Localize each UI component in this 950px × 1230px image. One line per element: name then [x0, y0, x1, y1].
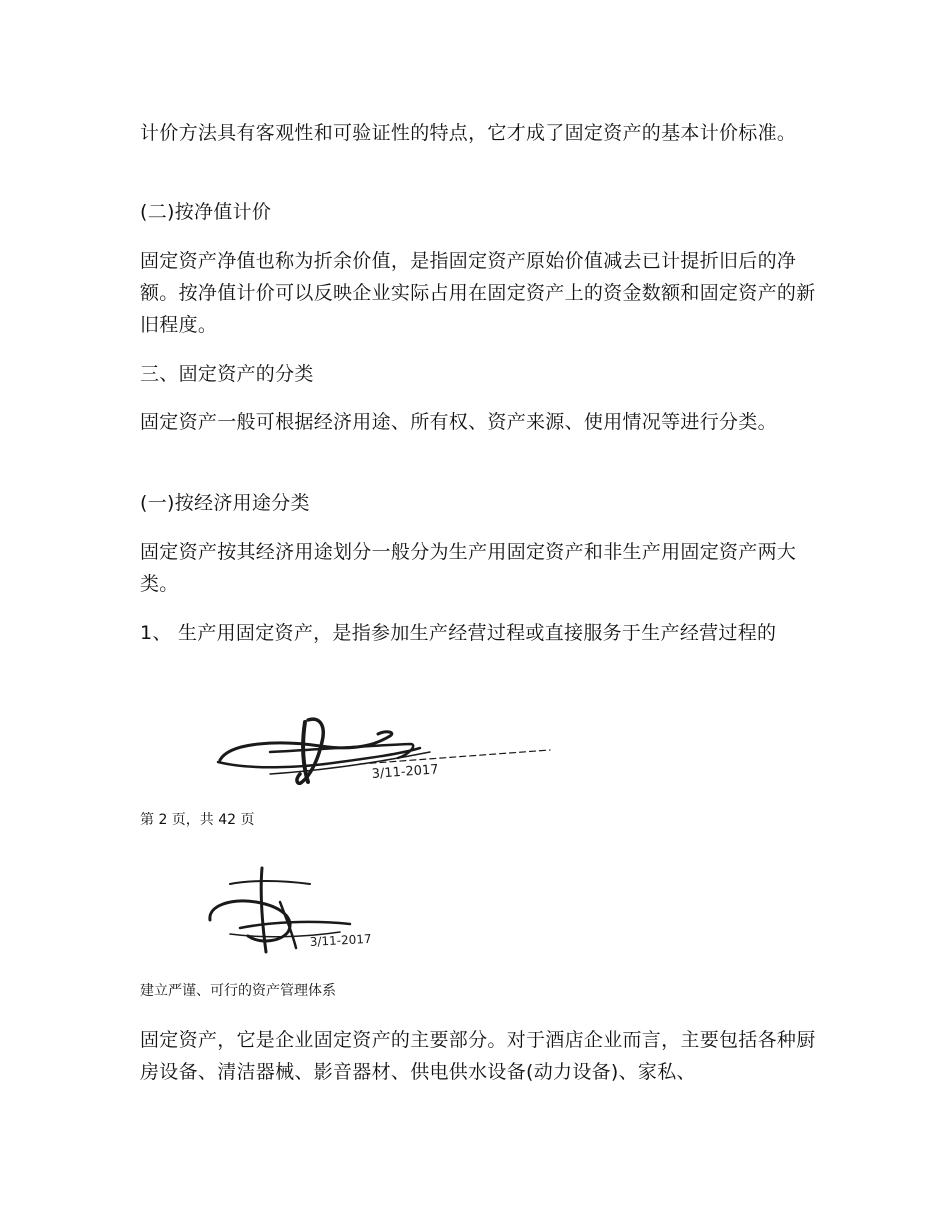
heading-classification: 三、固定资产的分类: [140, 363, 314, 385]
signature-date-2: 3/11-2017: [309, 931, 372, 949]
signature-date-1: 3/11-2017: [371, 762, 440, 782]
page-footer: 第 2 页，共 42 页: [140, 812, 255, 828]
heading-net-value: (二)按净值计价: [140, 201, 272, 223]
paragraph-continuation: 固定资产，它是企业固定资产的主要部分。对于酒店企业而言，主要包括各种厨房设备、清洁器械、影音器材、供电供水设备(动力设备)、家私、: [140, 1029, 816, 1083]
paragraph-net-value: 固定资产净值也称为折余价值，是指固定资产原始价值减去已计提折旧后的净额。按净值计价可以反映企业实际占用在固定资产上的资金数额和固定资产的新旧程度。: [140, 250, 816, 336]
paragraph-valuation-standard: 计价方法具有客观性和可验证性的特点，它才成了固定资产的基本计价标准。: [140, 122, 797, 144]
header-caption: 建立严谨、可行的资产管理体系: [140, 983, 336, 999]
signature-image-1: [210, 712, 560, 792]
paragraph-production-assets: 1、 生产用固定资产，是指参加生产经营过程或直接服务于生产经营过程的: [140, 622, 777, 644]
paragraph-economic-use: 固定资产按其经济用途划分一般分为生产用固定资产和非生产用固定资产两大类。: [140, 541, 797, 595]
signature-image-2: [200, 862, 410, 962]
heading-economic-use: (一)按经济用途分类: [140, 492, 310, 514]
paragraph-classification-intro: 固定资产一般可根据经济用途、所有权、资产来源、使用情况等进行分类。: [140, 411, 777, 433]
